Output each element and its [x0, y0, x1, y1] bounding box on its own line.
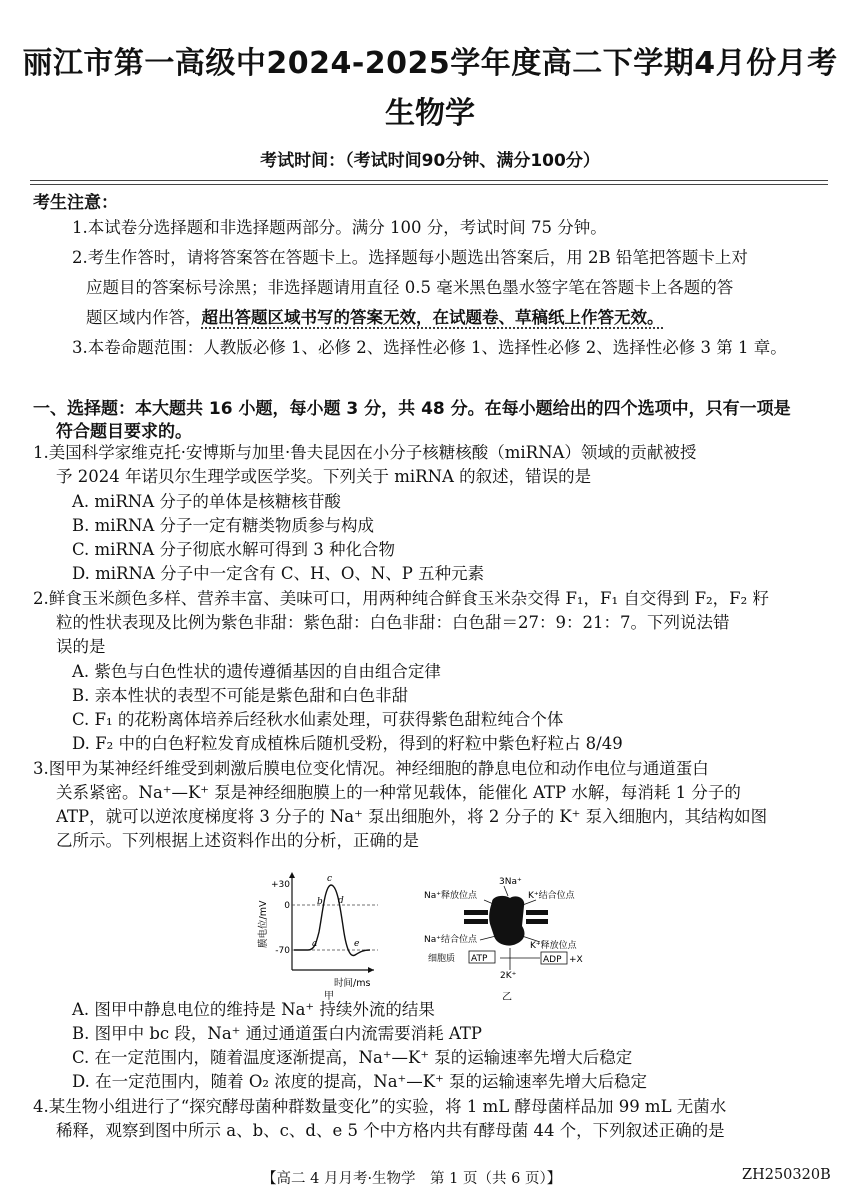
- section-heading: 一、选择题：本大题共 16 小题，每小题 3 分，共 48 分。在每小题给出的四个选项中，只有一项是: [33, 399, 791, 419]
- notice-item-2-cont1: 应题目的答案标号涂黑；非选择题请用直径 0.5 毫米黑色墨水签字笔在答题卡上各题的答: [86, 278, 734, 297]
- notice-item-1: 1.本试卷分选择题和非选择题两部分。满分 100 分，考试时间 75 分钟。: [72, 218, 607, 237]
- figure-yi: [424, 877, 583, 1000]
- q1-option-d: D. miRNA 分子中一定含有 C、H、O、N、P 五种元素: [72, 564, 485, 583]
- q4-stem-1: 4.某生物小组进行了“探究酵母菌种群数量变化”的实验，将 1 mL 酵母菌样品加 99 mL 无菌水: [33, 1097, 727, 1116]
- q2-stem-2: 粒的性状表现及比例为紫色非甜：紫色甜：白色非甜：白色甜＝27：9：21：7。下列说法错: [56, 613, 730, 632]
- page-footer: 【高二 4 月月考·生物学 第 1 页（共 6 页）】: [262, 1171, 562, 1187]
- q1-option-a: A. miRNA 分子的单体是核糖核苷酸: [72, 492, 341, 511]
- notice-item-2: 2.考生作答时，请将答案答在答题卡上。选择题每小题选出答案后，用 2B 铅笔把答题卡上对: [72, 248, 748, 267]
- exam-title: 丽江市第一高级中2024-2025学年度高二下学期4月份月考: [22, 46, 838, 81]
- q2-option-a: A. 紫色与白色性状的遗传遵循基因的自由组合定律: [72, 662, 441, 681]
- yi-membrane-right-bottom: [526, 919, 548, 924]
- jia-tick-0: 0: [284, 901, 290, 911]
- notice-item-2-cont2-text: 题区域内作答，: [86, 308, 202, 327]
- notice-item-2-cont2: [86, 306, 664, 330]
- jia-point-c: c: [327, 874, 333, 884]
- yi-membrane-right-top: [526, 910, 548, 915]
- yi-na-out-arrow: [504, 886, 508, 896]
- notice-heading: 考生注意：: [33, 193, 118, 213]
- q1-stem-2: 予 2024 年诺贝尔生理学或医学奖。下列关于 miRNA 的叙述，错误的是: [56, 467, 592, 486]
- jia-tick-70: -70: [275, 946, 290, 956]
- header-divider-top: [30, 180, 828, 181]
- yi-label-adp: ADP: [543, 955, 562, 965]
- jia-y-arrow: [289, 872, 295, 878]
- q2-stem-3: 误的是: [56, 637, 106, 656]
- q3-option-d: D. 在一定范围内，随着 O₂ 浓度的提高，Na⁺—K⁺ 泵的运输速率先增大后稳定: [72, 1072, 648, 1091]
- jia-point-b: b: [317, 897, 323, 907]
- jia-point-e: e: [354, 939, 360, 949]
- yi-label-2k: 2K⁺: [500, 971, 517, 981]
- q2-stem-1: 2.鲜食玉米颜色多样、营养丰富、美味可口，用两种纯合鲜食玉米杂交得 F₁，F₁ 自交得到 F₂，F₂ 籽: [33, 589, 769, 608]
- yi-label-na-release: Na⁺释放位点: [424, 891, 477, 901]
- yi-label-cytoplasm: 细胞质: [428, 954, 456, 964]
- q3-option-b: B. 图甲中 bc 段，Na⁺ 通过通道蛋白内流需要消耗 ATP: [72, 1024, 483, 1043]
- exam-time-info: 考试时间：（考试时间90分钟、满分100分）: [260, 151, 600, 171]
- q3-option-a: A. 图甲中静息电位的维持是 Na⁺ 持续外流的结果: [72, 1000, 435, 1019]
- jia-tick-30: +30: [271, 880, 290, 890]
- q3-stem-3: ATP，就可以逆浓度梯度将 3 分子的 Na⁺ 泵出细胞外，将 2 分子的 K⁺ 泵入细胞内，其结构如图: [56, 807, 768, 826]
- yi-leader-na-binding: [480, 936, 496, 940]
- yi-pump-protein: [489, 896, 524, 946]
- yi-label-na-binding: Na⁺结合位点: [424, 935, 477, 945]
- jia-x-arrow: [368, 967, 374, 973]
- yi-label-plus-x: +X: [569, 955, 583, 965]
- q3-figure: [254, 866, 608, 1000]
- q2-option-d: D. F₂ 中的白色籽粒发育成植株后随机受粉，得到的籽粒中紫色籽粒占 8/49: [72, 734, 623, 753]
- subject-title: 生物学: [385, 96, 475, 131]
- q1-option-c: C. miRNA 分子彻底水解可得到 3 种化合物: [72, 540, 395, 559]
- notice-warning-text: 超出答题区域书写的答案无效，在试题卷、草稿纸上作答无效。: [201, 308, 664, 327]
- jia-point-d: d: [338, 896, 344, 906]
- jia-x-label: 时间/ms: [334, 978, 371, 989]
- jia-point-a: a: [312, 939, 318, 949]
- notice-item-3: 3.本卷命题范围：人教版必修 1、必修 2、选择性必修 1、选择性必修 2、选择性必修 3 第 1 章。: [72, 338, 787, 357]
- q1-stem-1: 1.美国科学家维克托·安博斯与加里·鲁夫昆因在小分子核糖核酸（miRNA）领域的贡献被授: [33, 443, 697, 462]
- q3-stem-2: 关系紧密。Na⁺—K⁺ 泵是神经细胞膜上的一种常见载体，能催化 ATP 水解，每消耗 1 分子的: [56, 783, 741, 802]
- q2-option-c: C. F₁ 的花粉离体培养后经秋水仙素处理，可获得紫色甜粒纯合个体: [72, 710, 564, 729]
- footer-code: ZH250320B: [742, 1167, 831, 1183]
- q2-option-b: B. 亲本性状的表型不可能是紫色甜和白色非甜: [72, 686, 409, 705]
- q3-stem-4: 乙所示。下列根据上述资料作出的分析，正确的是: [56, 831, 419, 850]
- q3-stem-1: 3.图甲为某神经纤维受到刺激后膜电位变化情况。神经细胞的静息电位和动作电位与通道蛋白: [33, 759, 709, 778]
- yi-membrane-left-bottom: [464, 919, 488, 924]
- q3-option-c: C. 在一定范围内，随着温度逐渐提高，Na⁺—K⁺ 泵的运输速率先增大后稳定: [72, 1048, 633, 1067]
- section-heading-cont: 符合题目要求的。: [56, 422, 192, 442]
- yi-membrane-left-top: [464, 910, 488, 915]
- jia-caption: 甲: [324, 991, 334, 1000]
- yi-label-atp: ATP: [471, 954, 488, 964]
- q4-stem-2: 稀释，观察到图中所示 a、b、c、d、e 5 个中方格内共有酵母菌 44 个，下列叙述正确的是: [56, 1121, 725, 1140]
- yi-label-k-release: K⁺释放位点: [530, 941, 577, 951]
- jia-y-label: 膜电位/mV: [258, 900, 269, 948]
- yi-label-k-binding: K⁺结合位点: [528, 891, 575, 901]
- q1-option-b: B. miRNA 分子一定有糖类物质参与构成: [72, 516, 375, 535]
- yi-label-3na: 3Na⁺: [499, 877, 522, 887]
- figure-jia: [257, 872, 378, 1000]
- yi-caption: 乙: [502, 992, 512, 1000]
- header-divider-bottom: [30, 184, 828, 185]
